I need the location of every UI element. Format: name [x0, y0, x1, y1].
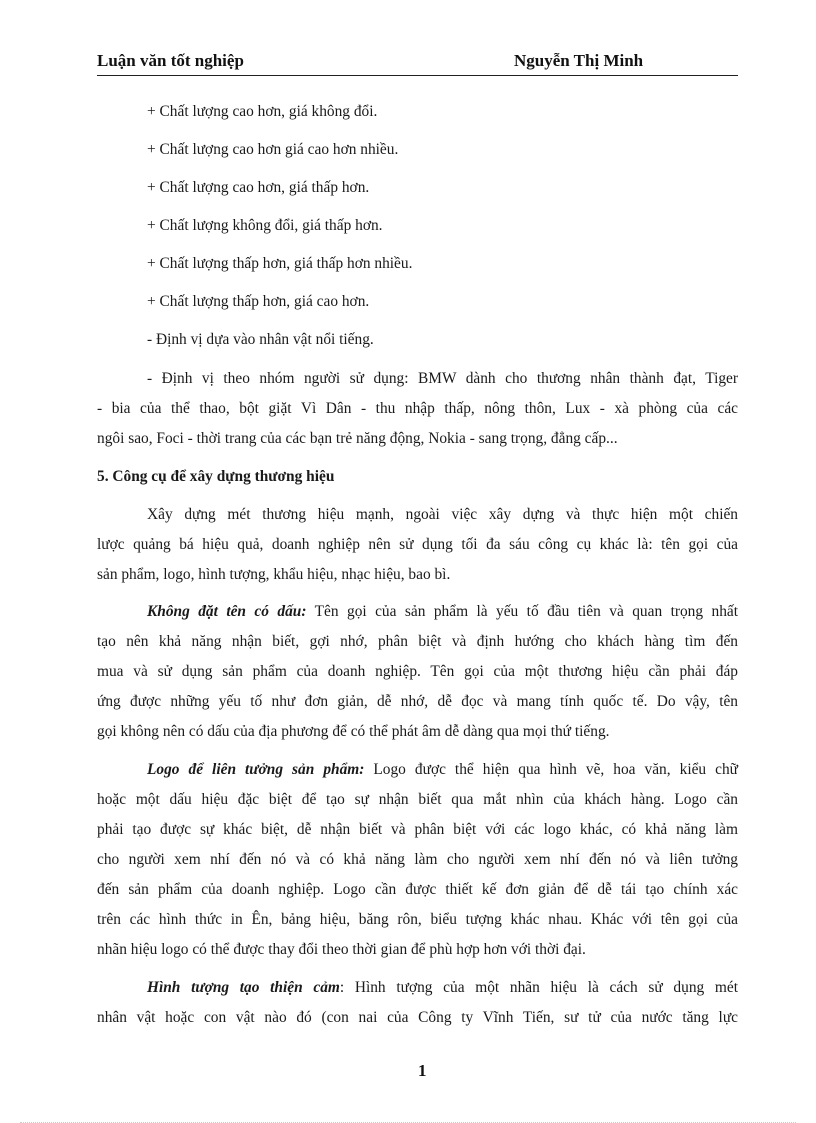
section-heading: 5. Công cụ để xây dựng thương hiệu: [97, 468, 335, 485]
paragraph-lead: Không đặt tên có dấu:: [147, 603, 307, 620]
paragraph-text: : Hình tượng của một nhãn hiệu là cách sử dụng mét: [339, 979, 738, 996]
page-number: 1: [418, 1061, 427, 1080]
paragraph-line: ngôi sao, Foci - thời trang của các bạn trẻ năng động, Nokia - sang trọng, đẳng cấp...: [97, 430, 618, 447]
paragraph-lead: Logo để liên tưởng sản phẩm:: [147, 761, 365, 778]
paragraph-line: hoặc một dấu hiệu đặc biệt để tạo sự nhận biết qua mắt nhìn của khách hàng. Logo cần: [97, 791, 738, 808]
list-item: - Định vị dựa vào nhân vật nổi tiếng.: [147, 331, 374, 348]
paragraph-lead: Hình tượng tạo thiện cảm: [147, 979, 340, 996]
list-item: + Chất lượng cao hơn giá cao hơn nhiều.: [147, 141, 399, 158]
paragraph-line: mua và sử dụng sản phẩm của doanh nghiệp. Tên gọi của một thương hiệu cần phải đáp: [97, 663, 738, 680]
paragraph-line: trên các hình thức in Ên, bảng hiệu, băng rôn, biểu tượng khác nhau. Khác với tên gọi của: [97, 911, 738, 928]
paragraph-line: phải tạo được sự khác biệt, dễ nhận biết và phân biệt với các logo khác, có khả năng làm: [97, 821, 738, 838]
paragraph-line: cho người xem nhí đến nó và có khả năng làm cho người xem nhí đến nó và liên tưởng: [97, 851, 738, 868]
paragraph-line: đến sản phẩm của doanh nghiệp. Logo cần được thiết kế đơn giản để dễ tái tạo chính xác: [97, 881, 738, 898]
paragraph-line: nhân vật hoặc con vật nào đó (con nai của Công ty Vĩnh Tiến, sư tử của nước tăng lực: [97, 1009, 738, 1026]
paragraph-line: sản phẩm, logo, hình tượng, khẩu hiệu, nhạc hiệu, bao bì.: [97, 566, 451, 583]
paragraph-line: [97, 760, 738, 780]
paragraph-line: lược quảng bá hiệu quả, doanh nghiệp nên sử dụng tối đa sáu công cụ khác là: tên gọi của: [97, 536, 738, 553]
list-item: + Chất lượng cao hơn, giá không đổi.: [147, 103, 378, 120]
paragraph-text: Logo được thể hiện qua hình vẽ, hoa văn, kiểu chữ: [364, 761, 739, 778]
paragraph-line: [97, 602, 738, 622]
paragraph-line: - Định vị theo nhóm người sử dụng: BMW dành cho thương nhân thành đạt, Tiger: [147, 370, 738, 387]
page-header: [97, 47, 738, 76]
paragraph-line: [97, 978, 738, 998]
paragraph-line: Xây dựng mét thương hiệu mạnh, ngoài việc xây dựng và thực hiện một chiến: [147, 506, 738, 523]
header-author: Nguyễn Thị Minh: [514, 51, 644, 70]
list-item: + Chất lượng thấp hơn, giá thấp hơn nhiều.: [147, 255, 413, 272]
list-item: + Chất lượng không đổi, giá thấp hơn.: [147, 217, 383, 234]
header-title: Luận văn tốt nghiệp: [97, 51, 244, 70]
paragraph-line: gọi không nên có dấu của địa phương để có thể phát âm dễ dàng qua mọi thứ tiếng.: [97, 723, 610, 740]
paragraph-line: nhãn hiệu logo có thể được thay đổi theo thời gian để phù hợp hơn với thời đại.: [97, 941, 586, 958]
paragraph-line: - bia của thể thao, bột giặt Vì Dân - thu nhập thấp, nông thôn, Lux - xà phòng của các: [97, 400, 738, 417]
paragraph-line: ứng được những yếu tố như đơn giản, dễ nhớ, dễ đọc và mang tính quốc tế. Do vậy, tên: [97, 693, 738, 710]
paragraph-text: Tên gọi của sản phẩm là yếu tố đầu tiên và quan trọng nhất: [306, 603, 738, 620]
list-item: + Chất lượng thấp hơn, giá cao hơn.: [147, 293, 370, 310]
paragraph-line: tạo nên khả năng nhận biết, gợi nhớ, phân biệt và định hướng cho khách hàng tìm đến: [97, 633, 738, 650]
list-item: + Chất lượng cao hơn, giá thấp hơn.: [147, 179, 370, 196]
